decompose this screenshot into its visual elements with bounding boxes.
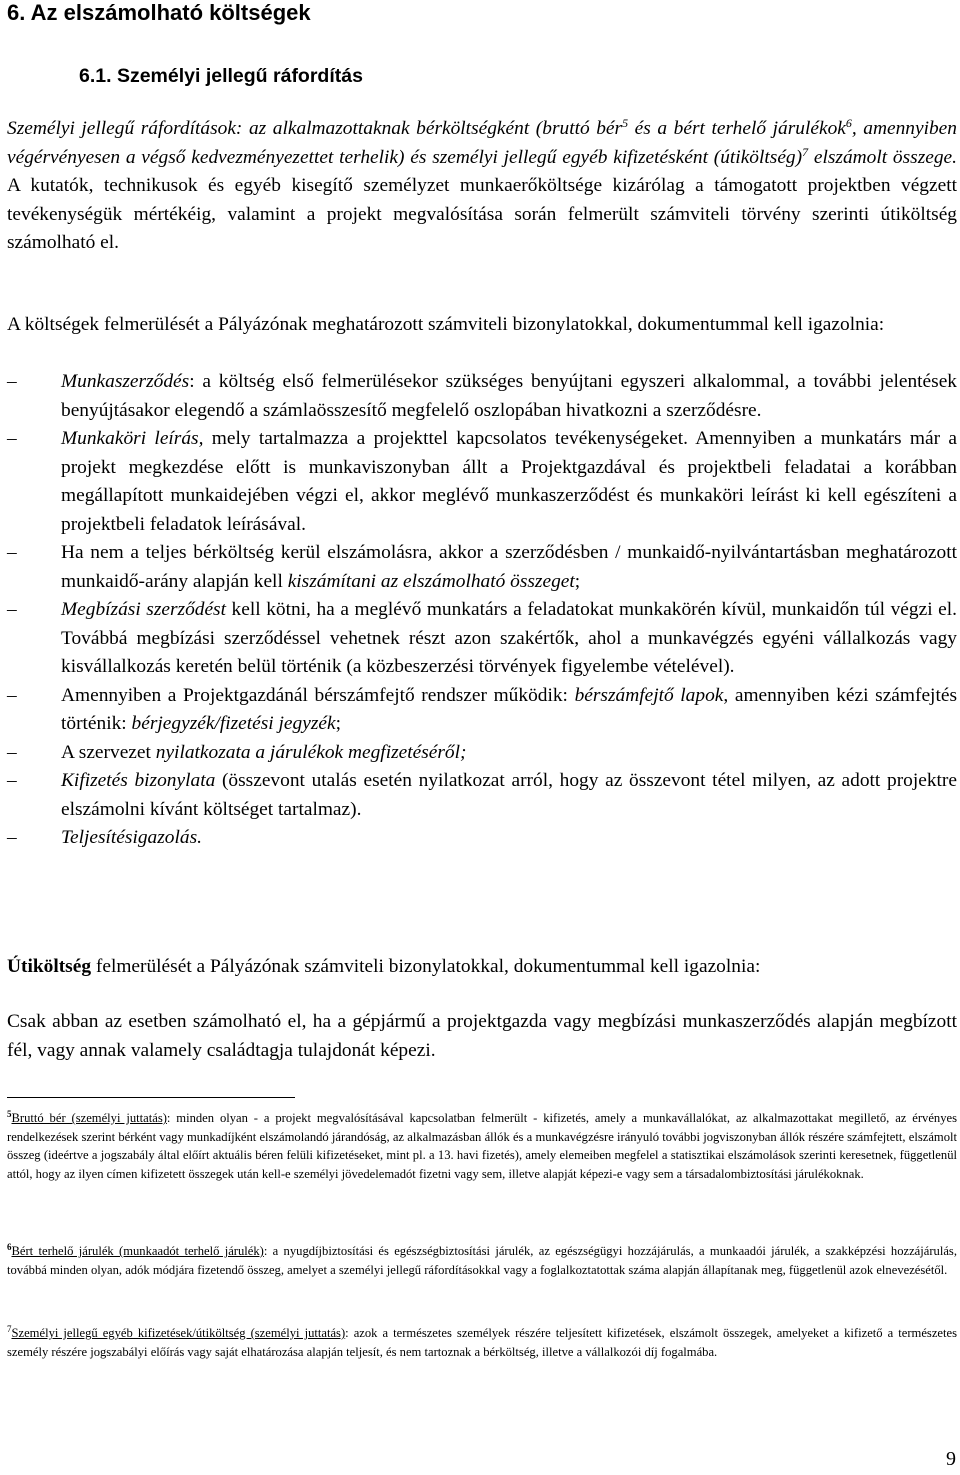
- intro-italic-4: elszámolt összege.: [808, 146, 957, 168]
- list-item: [7, 824, 957, 853]
- item-text: A szervezet: [61, 741, 156, 763]
- footnote-ref-6: 6: [845, 116, 852, 130]
- list-item: [7, 539, 957, 596]
- documents-list: [7, 368, 957, 853]
- subsection-heading: 6.1. Személyi jellegű ráfordítás: [79, 65, 363, 87]
- footnote-title: Bruttó bér (személyi juttatás): [11, 1111, 167, 1125]
- intro-italic-2: és a bért terhelő járulékok: [628, 118, 846, 139]
- footnote-text: : azok a természetes személyek részére teljesített kifizetések, elszámolt összegek, amelyeket a kifizető a természetes személy részére jogszabályi előírás vagy saját elhatározása alapján teljesít, és nem tartoznak a bérköltség, illetve a vállalkozói díj fogalmába.: [7, 1326, 957, 1359]
- list-item: [7, 767, 957, 824]
- item-italic: Megbízási szerződést: [61, 599, 226, 620]
- item-text: (összevont utalás esetén nyilatkozat arról, hogy az összevont tétel milyen, az adott projektre elszámolni kívánt költséget tartalmaz).: [61, 770, 957, 820]
- item-text: , amennyiben kézi számfejtés történik:: [61, 684, 957, 734]
- intro-italic-1: Személyi jellegű ráfordítások: az alkalmazottaknak bérköltségként (bruttó bér: [7, 118, 623, 139]
- item-text: kell kötni, ha a meglévő munkatárs a feladatokat munkakörén kívül, munkaidőn túl végzi el. Továbbá megbízási szerződéssel vehetnek részt azon szakértők, ahol a munkavégzés egyéni vállalkozás vagy kisvállalkozás keretén belül történik (a közbeszerzési törvények figyelembe vételével).: [61, 599, 957, 677]
- footnote-7: [7, 1324, 957, 1361]
- footnote-number: 6: [7, 1242, 12, 1252]
- item-italic: Munkaszerződés: [61, 371, 190, 392]
- travel-text: felmerülését a Pályázónak számviteli bizonylatokkal, dokumentummal kell igazolnia:: [91, 956, 761, 977]
- intro-normal: A kutatók, technikusok és egyéb kisegítő személyzet munkaerőköltsége kizárólag a támogatott projektben végzett tevékenységük mértékéig, valamint a projekt megvalósítása során felmerült számviteli törvény szerinti útiköltség számolható el.: [7, 175, 957, 253]
- footnote-text: : minden olyan - a projekt megvalósításával kapcsolatban felmerült - kifizetés, amely a munkavállalókat, az alkalmazottakat megillető, az érvényes rendelkezések szerint bérként vagy munkadíjként elszámolandó járandóság, az alkalmazásban állók és a munkavégzésre irányuló további jogviszonyban állók részére számfejtett, elszámolt összeg (ideértve a jogszabály által előírt aktuális béren felüli kifizetéseket, mint pl. a 13. havi fizetés), amely elemeiben megfelel a statisztikai elszámolások szerinti keresetnek, függetlenül attól, hogy az ilyen címen kifizetett összegek után kell-e személyi jövedelemadót fizetni vagy sem, illetve alapját képezi-e vagy sem a társadalombiztosítási járulékoknak.: [7, 1111, 958, 1181]
- footnote-6: [7, 1242, 957, 1279]
- item-text: Ha nem a teljes bérköltség kerül elszámolásra, akkor a szerződésben / munkaidő-nyilvántartásban meghatározott munkaidő-arány alapján kell: [61, 542, 957, 592]
- footnote-number: 5: [7, 1109, 12, 1119]
- page-number: 9: [946, 1448, 956, 1470]
- dash-bullet: –: [7, 684, 17, 706]
- travel-paragraph: [7, 953, 957, 982]
- item-italic: bérszámfejtő lapok: [574, 684, 724, 706]
- footnote-title: Személyi jellegű egyéb kifizetések/útiköltség (személyi juttatás): [11, 1326, 346, 1340]
- dash-bullet: –: [7, 542, 17, 563]
- intro-italic-3: , amennyiben végérvényesen a végső kedvezményezettet terhelik) és személyi jellegű egyéb kifizetésként (útiköltség): [7, 118, 957, 168]
- item-text: Amennyiben a Projektgazdánál bérszámfejtő rendszer működik:: [61, 684, 575, 706]
- footnote-ref-7: 7: [802, 144, 809, 159]
- list-item: [7, 739, 957, 768]
- item-italic: nyilatkozata a járulékok megfizetéséről;: [155, 741, 467, 763]
- item-italic: bérjegyzék/fizetési jegyzék: [131, 713, 336, 734]
- dash-bullet: –: [7, 741, 17, 763]
- item-italic: Kifizetés bizonylata: [61, 770, 216, 791]
- list-item: [7, 368, 957, 425]
- dash-bullet: –: [7, 827, 17, 848]
- item-italic: Munkaköri leírás,: [61, 428, 204, 449]
- item-end: ;: [574, 570, 581, 592]
- dash-bullet: –: [7, 371, 17, 392]
- item-italic: Teljesítésigazolás.: [61, 827, 202, 848]
- footnote-title: Bért terhelő járulék (munkaadót terhelő járulék): [11, 1244, 264, 1258]
- dash-bullet: –: [7, 428, 17, 449]
- proof-intro-paragraph: A költségek felmerülését a Pályázónak meghatározott számviteli bizonylatokkal, dokumentummal kell igazolnia:: [7, 314, 885, 335]
- car-paragraph: Csak abban az esetben számolható el, ha a gépjármű a projektgazda vagy megbízási munkaszerződés alapján megbízott fél, vagy annak valamely családtagja tulajdonát képezi.: [7, 1011, 957, 1061]
- footnote-number: 7: [7, 1324, 12, 1334]
- dash-bullet: –: [7, 770, 17, 791]
- section-heading: 6. Az elszámolható költségek: [7, 0, 311, 25]
- item-text: mely tartalmazza a projekttel kapcsolatos tevékenységeket. Amennyiben a munkatárs már a projekt megkezdése előtt is munkaviszonyban állt a Projektgazdával és projektbeli feladatai a korábban megállapított munkaidejében végzi el, akkor meglévő munkaszerződést és munkaköri leírást ki kell egészíteni a projektbeli feladatok leírásával.: [61, 428, 957, 535]
- list-item: [7, 596, 957, 682]
- list-item: [7, 425, 957, 539]
- dash-bullet: –: [7, 599, 17, 620]
- travel-bold: Útiköltség: [7, 956, 92, 977]
- footnote-5: [7, 1109, 957, 1183]
- item-italic: kiszámítani az elszámolható összeget: [287, 570, 575, 592]
- item-end: ;: [335, 713, 341, 734]
- footnote-separator: [7, 1097, 295, 1098]
- footnote-text: : a nyugdíjbiztosítási és egészségbiztosítási járulék, az egészségügyi hozzájárulás, a munkaadói járulék, a szakképzési hozzájárulás, továbbá minden olyan, adók módjára fizetendő összeg, amelyet a személyi jellegű ráfordításokkal vagy a foglalkoztatottak száma alapján állapítanak meg, függetlenül azok elnevezésétől.: [7, 1244, 957, 1277]
- list-item: [7, 682, 957, 739]
- item-text: : a költség első felmerülésekor szükséges benyújtani egyszeri alkalommal, a további jelentések benyújtásakor elegendő a számlaösszesítő megfelelő oszlopában hivatkozni a szerződésre.: [61, 371, 957, 421]
- footnote-ref-5: 5: [622, 116, 629, 130]
- intro-paragraph: [7, 115, 957, 258]
